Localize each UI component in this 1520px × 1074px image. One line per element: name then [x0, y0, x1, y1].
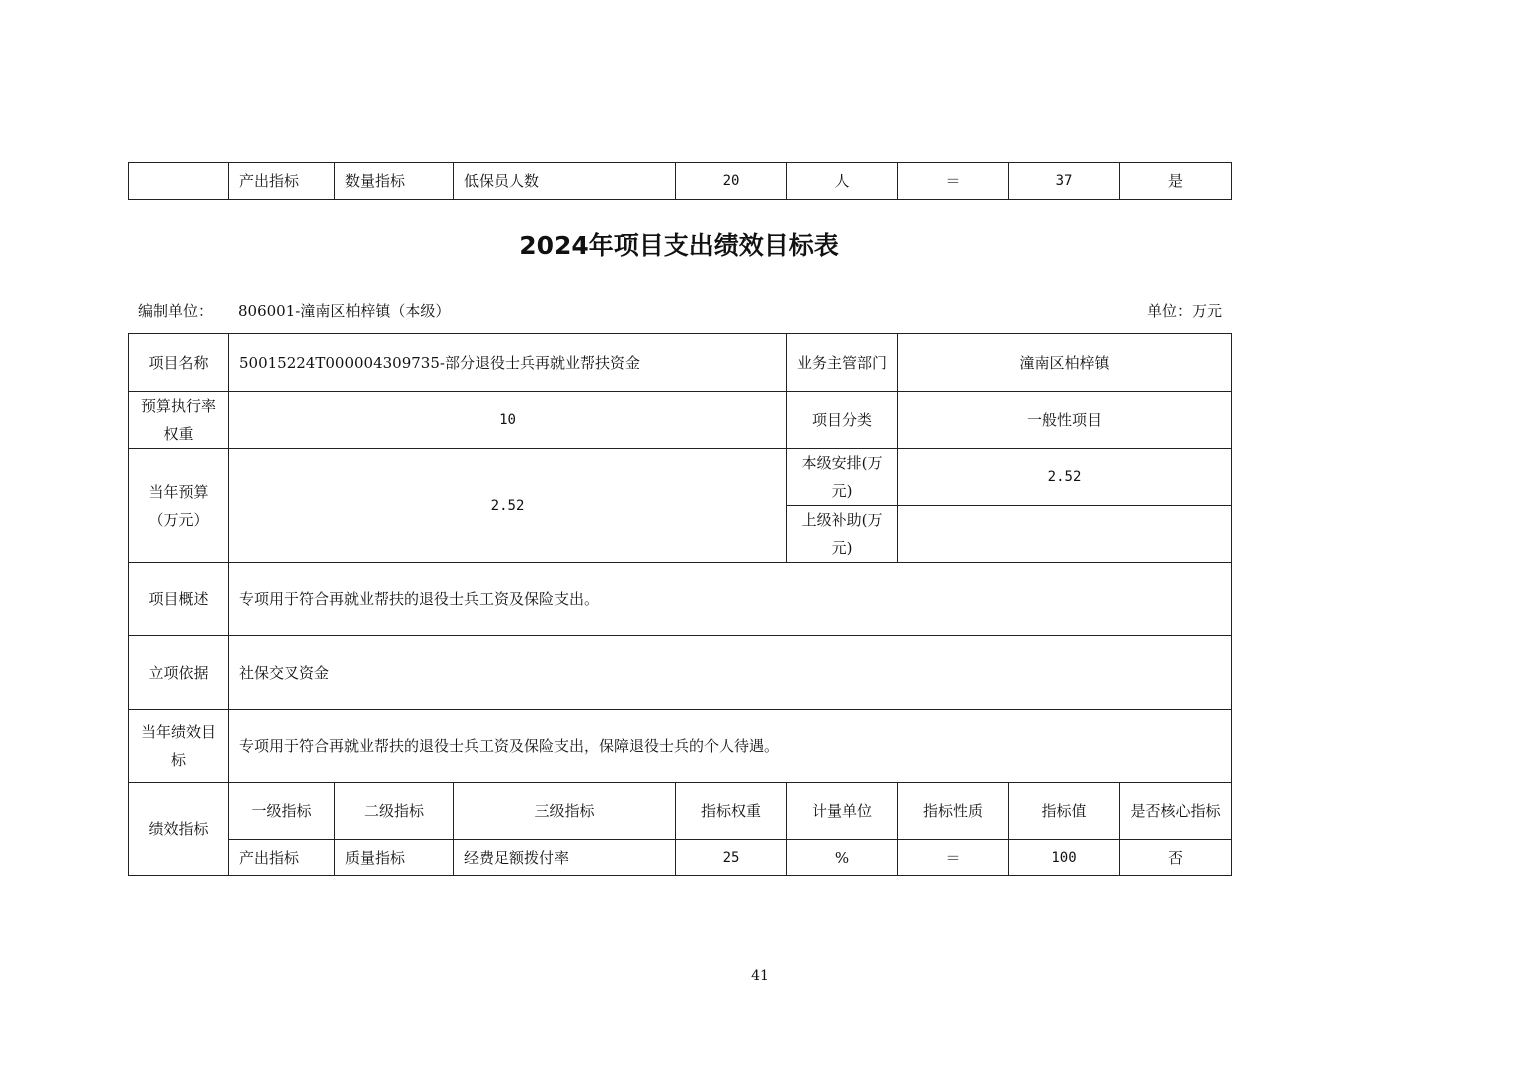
table-row: [129, 334, 1232, 392]
header-value: 指标值: [1009, 783, 1120, 840]
category-label: 项目分类: [787, 392, 898, 449]
project-name-value: 50015224T000004309735-部分退役士兵再就业帮扶资金: [229, 334, 787, 392]
top-continuation-table: [128, 162, 1232, 200]
table-row: [129, 392, 1232, 449]
project-name-label: 项目名称: [129, 334, 229, 392]
value-cell: 37: [1009, 163, 1120, 200]
goal-value: 专项用于符合再就业帮扶的退役士兵工资及保险支出，保障退役士兵的个人待遇。: [229, 710, 1232, 783]
row-nature: ＝: [898, 840, 1009, 876]
header-unit: 计量单位: [787, 783, 898, 840]
document-title: 2024年项目支出绩效目标表: [519, 231, 839, 260]
row-weight: 25: [676, 840, 787, 876]
basis-label: 立项依据: [129, 636, 229, 710]
row-level1: 产出指标: [229, 840, 335, 876]
basis-value: 社保交叉资金: [229, 636, 1232, 710]
header-level2: 二级指标: [335, 783, 454, 840]
row-core: 否: [1120, 840, 1232, 876]
table-row: [129, 636, 1232, 710]
unit-label: 单位：万元: [1146, 302, 1222, 320]
org-label: 编制单位：: [138, 302, 214, 320]
level2-cell: 数量指标: [335, 163, 454, 200]
header-core: 是否核心指标: [1120, 783, 1232, 840]
header-nature: 指标性质: [898, 783, 1009, 840]
goal-label: 当年绩效目标: [129, 710, 229, 783]
table-row: [129, 449, 1232, 506]
page-number: 41: [751, 968, 769, 984]
header-weight: 指标权重: [676, 783, 787, 840]
header-level3: 三级指标: [454, 783, 676, 840]
exec-weight-label: 预算执行率权重: [129, 392, 229, 449]
upper-value: [898, 506, 1232, 563]
dept-label: 业务主管部门: [787, 334, 898, 392]
overview-label: 项目概述: [129, 563, 229, 636]
row-level2: 质量指标: [335, 840, 454, 876]
local-label: 本级安排(万元): [787, 449, 898, 506]
level1-cell: 产出指标: [229, 163, 335, 200]
budget-label: 当年预算（万元）: [129, 449, 229, 563]
table-row: [129, 563, 1232, 636]
exec-weight-value: 10: [229, 392, 787, 449]
table-row: [129, 710, 1232, 783]
header-level1: 一级指标: [229, 783, 335, 840]
row-unit: %: [787, 840, 898, 876]
performance-target-table: [128, 333, 1232, 876]
indicators-section-label: 绩效指标: [129, 783, 229, 876]
dept-value: 潼南区柏梓镇: [898, 334, 1232, 392]
table-row: [129, 840, 1232, 876]
local-value: 2.52: [898, 449, 1232, 506]
nature-cell: ＝: [898, 163, 1009, 200]
category-value: 一般性项目: [898, 392, 1232, 449]
unit-cell: 人: [787, 163, 898, 200]
empty-cell: [129, 163, 229, 200]
header-info-row: [138, 300, 1222, 322]
overview-value: 专项用于符合再就业帮扶的退役士兵工资及保险支出。: [229, 563, 1232, 636]
org-value: 806001-潼南区柏梓镇（本级）: [238, 302, 451, 320]
core-cell: 是: [1120, 163, 1232, 200]
indicator-header-row: [129, 783, 1232, 840]
level3-cell: 低保员人数: [454, 163, 676, 200]
weight-cell: 20: [676, 163, 787, 200]
row-level3: 经费足额拨付率: [454, 840, 676, 876]
row-value: 100: [1009, 840, 1120, 876]
table-row: [129, 163, 1232, 200]
budget-value: 2.52: [229, 449, 787, 563]
upper-label: 上级补助(万元): [787, 506, 898, 563]
